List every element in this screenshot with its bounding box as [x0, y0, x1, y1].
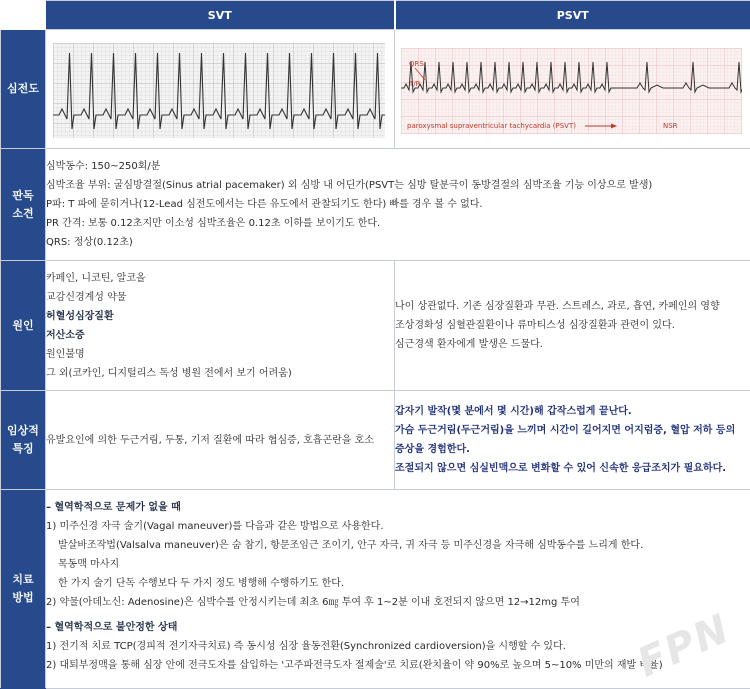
row-label-ecg: 심전도: [1, 30, 46, 149]
clinical-svt: [46, 391, 395, 490]
ecg-label-qrs: QRS: [409, 60, 424, 68]
cause-svt-item: 카페인, 니코틴, 알코올: [46, 272, 146, 284]
ecg-svt-strip: [53, 43, 385, 138]
header-psvt: PSVT: [395, 1, 750, 30]
ecg-svt-cell: [46, 30, 395, 149]
cause-svt-item: 저산소증: [46, 329, 85, 341]
findings-content: [46, 149, 750, 261]
clinical-psvt-line: 가슴 두근거림(두근거림)을 느끼며 시간이 길어지면 어지럼증, 혈압 저하 등의: [395, 425, 736, 436]
row-cause: [1, 261, 750, 391]
clinical-psvt-line: 갑자기 발작(몇 분에서 몇 시간)해 갑작스럽게 끝난다.: [395, 406, 632, 417]
finding-qrs: QRS: 정상(0.12초): [46, 237, 133, 248]
cause-psvt-item: 나이 상관없다. 기존 심장질환과 무관. 스트레스, 과로, 흡연, 카페인의 영향: [395, 301, 720, 312]
treatment-line: 1) 전기적 치료 TCP(경피적 전기자극치료) 즉 동시성 심장 율동전환(Synchronized cardioversion)을 시행할 수 있다.: [46, 641, 566, 652]
treatment-line: 1) 미주신경 자극 술기(Vagal maneuver)를 다음과 같은 방법으로 사용한다.: [46, 521, 384, 532]
ecg-label-tp: T/P: [409, 80, 420, 88]
watermark-logo: FPN: [630, 605, 738, 687]
treatment-line: 2) 대퇴부정맥을 통해 심장 안에 전극도자를 삽입하는 '고주파전극도자 절제술'로 치료(완치율이 약 90%로 높으며 5~10% 미만의 재발 비율): [46, 660, 663, 671]
ecg-caption: paroxysmal supraventricular tachycardia (PSVT): [407, 122, 576, 130]
finding-pr-interval: PR 간격: 보통 0.12초지만 이소성 심박조율은 0.12초 이하를 보이기도 한다.: [46, 218, 381, 229]
row-label-findings: 판독 소견: [1, 149, 46, 261]
cause-psvt-item: 조상경화성 심혈관질환이나 류마티스성 심장질환과 관련이 있다.: [395, 320, 675, 331]
cause-svt-item: 그 외(코카인, 디지털리스 독성 병원 전에서 보기 어려움): [46, 367, 292, 379]
row-label-cause: 원인: [1, 261, 46, 391]
cause-svt: [46, 261, 395, 391]
row-label-treatment: 치료 방법: [1, 490, 46, 689]
ecg-label-nsr: NSR: [663, 122, 678, 130]
row-findings: [1, 149, 750, 261]
clinical-psvt-line: 증상을 경험한다.: [395, 444, 470, 455]
clinical-svt-text: 유발요인에 의한 두근거림, 두통, 기저 질환에 따라 협심증, 호흡곤란을 호소: [46, 434, 374, 446]
treatment-line: 목동맥 마사지: [58, 559, 120, 570]
header-row: [1, 1, 750, 30]
cause-svt-item: 원인불명: [46, 348, 85, 360]
treatment-heading-unstable: – 혈역학적으로 불안정한 상태: [46, 622, 178, 633]
cause-psvt: [395, 261, 750, 391]
row-clinical: [1, 391, 750, 490]
row-ecg: [1, 30, 750, 149]
treatment-line: 한 가지 술기 단독 수행보다 두 가지 정도 병행해 수행하기도 한다.: [58, 578, 345, 589]
ecg-psvt-strip: [401, 48, 742, 134]
header-svt: SVT: [46, 1, 395, 30]
ecg-psvt-cell: [395, 30, 750, 149]
cause-svt-item: 교감신경계성 약물: [46, 291, 127, 303]
treatment-line: 발살바조작법(Valsalva maneuver)은 숨 참기, 항문조임근 조이기, 안구 자극, 귀 자극 등 미주신경을 자극해 심박동수를 느리게 한다.: [58, 540, 644, 551]
header-corner: [1, 1, 46, 30]
finding-heart-rate: 심박동수: 150~250회/분: [46, 161, 161, 172]
clinical-psvt: [395, 391, 750, 490]
cause-psvt-item: 심근경색 환자에게 발생은 드물다.: [395, 339, 543, 350]
row-label-clinical: 임상적 특징: [1, 391, 46, 490]
finding-p-wave: P파: T 파에 묻히거나(12-Lead 심전도에서는 다른 유도에서 관찰되기도 한다) 빠를 경우 볼 수 없다.: [46, 199, 483, 210]
treatment-line: 2) 약물(아데노신: Adenosine)은 심박수를 안정시키는데 최초 6㎎ 투여 후 1~2분 이내 호전되지 않으면 12→12mg 투여: [46, 597, 580, 608]
clinical-psvt-line: 조절되지 않으면 심실빈맥으로 변화할 수 있어 신속한 응급조치가 필요하다.: [395, 463, 727, 474]
treatment-heading-stable: – 혈역학적으로 문제가 없을 때: [46, 502, 181, 513]
cause-svt-item: 허혈성심장질환: [46, 310, 114, 322]
finding-pacemaker-site: 심박조율 부위: 굴심방결절(Sinus atrial pacemaker) 외 심방 내 어딘가(PSVT는 심방 탈분극이 동방결절의 심박조율 기능 이상으로 발생): [46, 180, 653, 191]
